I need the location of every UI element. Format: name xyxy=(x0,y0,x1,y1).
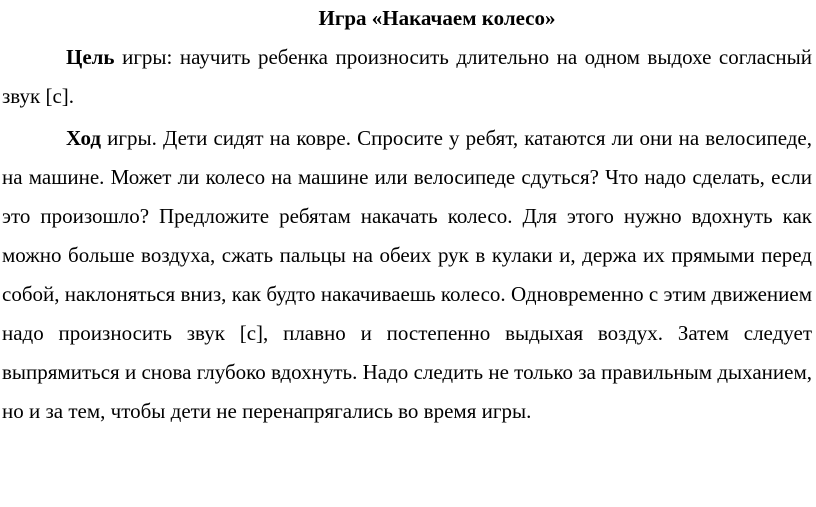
course-text: игры. Дети сидят на ковре. Спросите у ребят, катаются ли они на велосипеде, на машине. Может ли колесо на машине или велосипеде сдуться? Что надо сделать, если это произошло? Предложите ребятам накачать колесо. Для этого нужно вдохнуть как можно больше воздуха, сжать пальцы на обеих рук в кулаки и, держа их прямыми перед собой, наклоняться вниз, как будто накачиваешь колесо. Одновременно с этим движением надо произносить звук [с], плавно и постепенно выдыхая воздух. Затем следует выпрямиться и снова глубоко вдохнуть. Надо следить не только за правильным дыханием, но и за тем, чтобы дети не перенапрягались во время игры. xyxy=(2,126,812,423)
course-paragraph xyxy=(2,119,812,431)
course-term: Ход xyxy=(66,126,102,150)
goal-term: Цель xyxy=(66,45,115,69)
goal-paragraph xyxy=(2,38,812,116)
game-title: Игра «Накачаем колесо» xyxy=(318,6,556,30)
goal-text: игры: научить ребенка произносить длительно на одном выдохе согласный звук [с]. xyxy=(2,45,812,108)
